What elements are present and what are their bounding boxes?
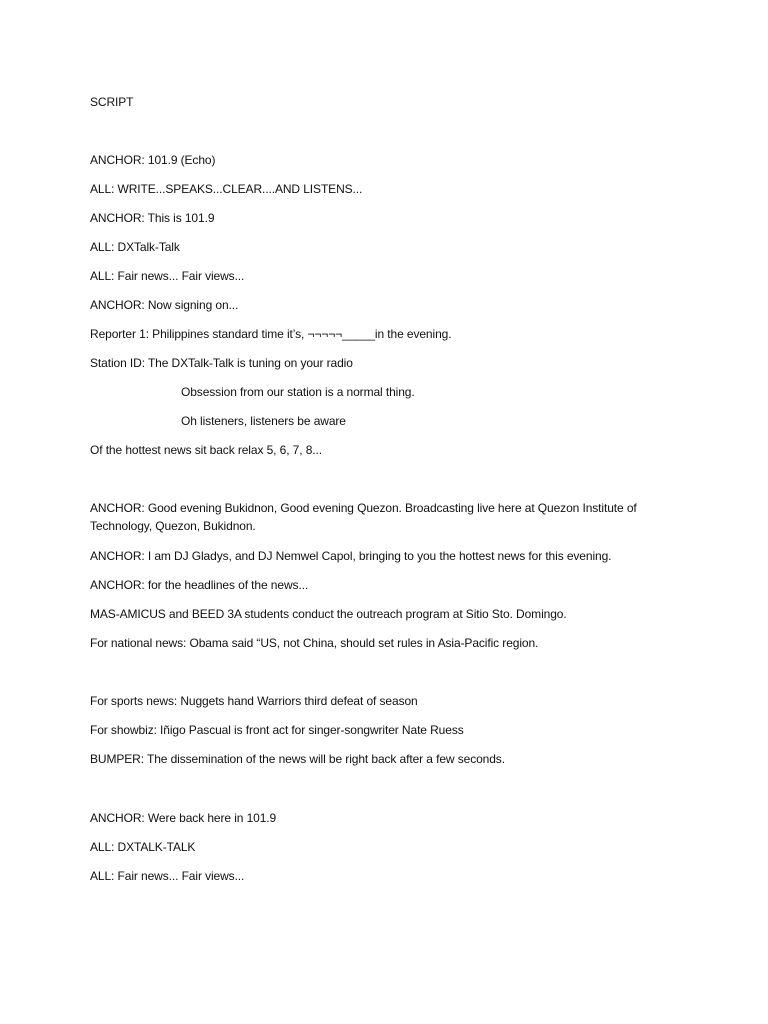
script-line: For national news: Obama said “US, not China, should set rules in Asia-Pacific region. xyxy=(90,636,539,650)
script-line: ALL: Fair news... Fair views... xyxy=(90,869,245,883)
document-title: SCRIPT xyxy=(90,95,134,109)
script-line: ALL: Fair news... Fair views... xyxy=(90,269,245,283)
script-line: Station ID: The DXTalk-Talk is tuning on your radio xyxy=(90,356,353,370)
script-line-indented: Obsession from our station is a normal thing. xyxy=(181,385,415,399)
script-line: ANCHOR: 101.9 (Echo) xyxy=(90,153,216,167)
script-line: ANCHOR: Were back here in 101.9 xyxy=(90,811,277,825)
script-line: Reporter 1: Philippines standard time it’s, ¬¬¬¬¬_____in the evening. xyxy=(90,327,452,341)
script-line: ALL: DXTALK-TALK xyxy=(90,840,196,854)
script-line: ALL: DXTalk-Talk xyxy=(90,240,180,254)
script-line: ANCHOR: I am DJ Gladys, and DJ Nemwel Capol, bringing to you the hottest news for this evening. xyxy=(90,549,612,563)
script-line: For showbiz: Iñigo Pascual is front act for singer-songwriter Nate Ruess xyxy=(90,723,464,737)
script-line: ALL: WRITE...SPEAKS...CLEAR....AND LISTENS... xyxy=(90,182,363,196)
script-line: MAS-AMICUS and BEED 3A students conduct the outreach program at Sitio Sto. Domingo. xyxy=(90,607,567,621)
script-line-indented: Oh listeners, listeners be aware xyxy=(181,414,346,428)
script-line: For sports news: Nuggets hand Warriors third defeat of season xyxy=(90,694,418,708)
script-paragraph: ANCHOR: Good evening Bukidnon, Good evening Quezon. Broadcasting live here at Quezon Institute of Technology, Quezon, Bukidnon. xyxy=(90,501,637,533)
script-line: ANCHOR: for the headlines of the news... xyxy=(90,578,309,592)
script-line: Of the hottest news sit back relax 5, 6, 7, 8... xyxy=(90,443,322,457)
script-line: BUMPER: The dissemination of the news will be right back after a few seconds. xyxy=(90,752,505,766)
script-line: ANCHOR: Now signing on... xyxy=(90,298,239,312)
script-line: ANCHOR: This is 101.9 xyxy=(90,211,215,225)
